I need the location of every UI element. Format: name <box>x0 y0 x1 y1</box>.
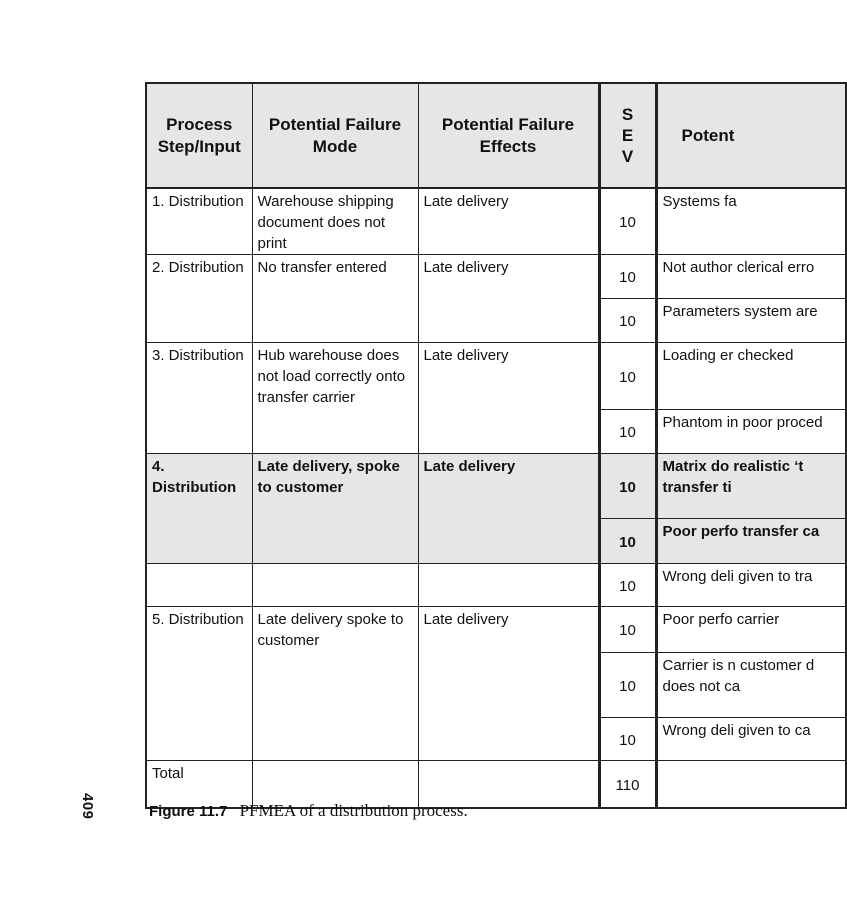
page-number: 409 <box>79 793 96 820</box>
table-row <box>146 255 846 299</box>
table-row <box>146 188 846 255</box>
cause-cell: Parameters system are <box>656 299 846 343</box>
sev-cell: 10 <box>599 299 656 343</box>
total-label-cell: Total <box>146 761 252 809</box>
header-sev <box>599 83 656 188</box>
cause-cell: Systems fa <box>656 188 846 255</box>
cause-cell: Wrong deli given to ca <box>656 718 846 761</box>
failure-effects-cell: Late delivery <box>418 454 599 564</box>
failure-mode-cell: Late delivery spoke to customer <box>252 607 418 761</box>
sev-cell: 10 <box>599 607 656 653</box>
cause-cell: Not author clerical erro <box>656 255 846 299</box>
sev-cell: 10 <box>599 653 656 718</box>
sev-cell: 10 <box>599 255 656 299</box>
failure-mode-cell: Hub warehouse does not load correctly onto transfer carrier <box>252 343 418 454</box>
sev-cell: 10 <box>599 410 656 454</box>
sev-cell: 10 <box>599 519 656 564</box>
cause-cell: Phantom in poor proced <box>656 410 846 454</box>
sev-cell: 10 <box>599 343 656 410</box>
failure-mode-cell: No transfer entered <box>252 255 418 343</box>
header-process-step: Process Step/Input <box>146 83 252 188</box>
figure-label: Figure 11.7 <box>149 803 228 820</box>
failure-effects-cell: Late delivery <box>418 255 599 343</box>
header-sev-e: E <box>621 126 634 145</box>
table-row-highlighted <box>146 454 846 519</box>
sev-cell: 10 <box>599 454 656 519</box>
header-potential-causes: Potent <box>656 83 846 188</box>
cause-cell: Poor perfo carrier <box>656 607 846 653</box>
cause-cell: Matrix do realistic ‘t transfer ti <box>656 454 846 519</box>
step-cell: 3. Distribution <box>146 343 252 454</box>
table-row <box>146 343 846 410</box>
pfmea-table-container <box>145 82 823 794</box>
cause-cell: Wrong deli given to tra <box>656 564 846 607</box>
sev-cell: 10 <box>599 718 656 761</box>
figure-caption-text: PFMEA of a distribution process. <box>239 801 468 820</box>
step-cell <box>146 564 252 607</box>
cause-cell: Poor perfo transfer ca <box>656 519 846 564</box>
cause-cell: Carrier is n customer d does not ca <box>656 653 846 718</box>
step-cell: 5. Distribution <box>146 607 252 761</box>
pfmea-table <box>145 82 847 809</box>
table-row <box>146 564 846 607</box>
header-sev-v: V <box>621 147 634 166</box>
failure-mode-cell: Late delivery, spoke to customer <box>252 454 418 564</box>
failure-mode-cell <box>252 564 418 607</box>
failure-effects-cell: Late delivery <box>418 188 599 255</box>
figure-caption <box>149 801 468 821</box>
step-cell: 2. Distribution <box>146 255 252 343</box>
sev-cell: 10 <box>599 188 656 255</box>
failure-mode-cell: Warehouse shipping document does not print <box>252 188 418 255</box>
failure-effects-cell <box>418 564 599 607</box>
table-row <box>146 607 846 653</box>
header-failure-mode: Potential Failure Mode <box>252 83 418 188</box>
header-sev-s: S <box>621 105 634 124</box>
failure-effects-cell: Late delivery <box>418 343 599 454</box>
table-header-row <box>146 83 846 188</box>
cause-cell: Loading er checked <box>656 343 846 410</box>
total-sev-cell: 110 <box>599 761 656 809</box>
failure-effects-cell: Late delivery <box>418 607 599 761</box>
step-cell: 1. Distribution <box>146 188 252 255</box>
step-cell: 4. Distribution <box>146 454 252 564</box>
header-failure-effects: Potential Failure Effects <box>418 83 599 188</box>
sev-cell: 10 <box>599 564 656 607</box>
total-empty-cell <box>656 761 846 809</box>
